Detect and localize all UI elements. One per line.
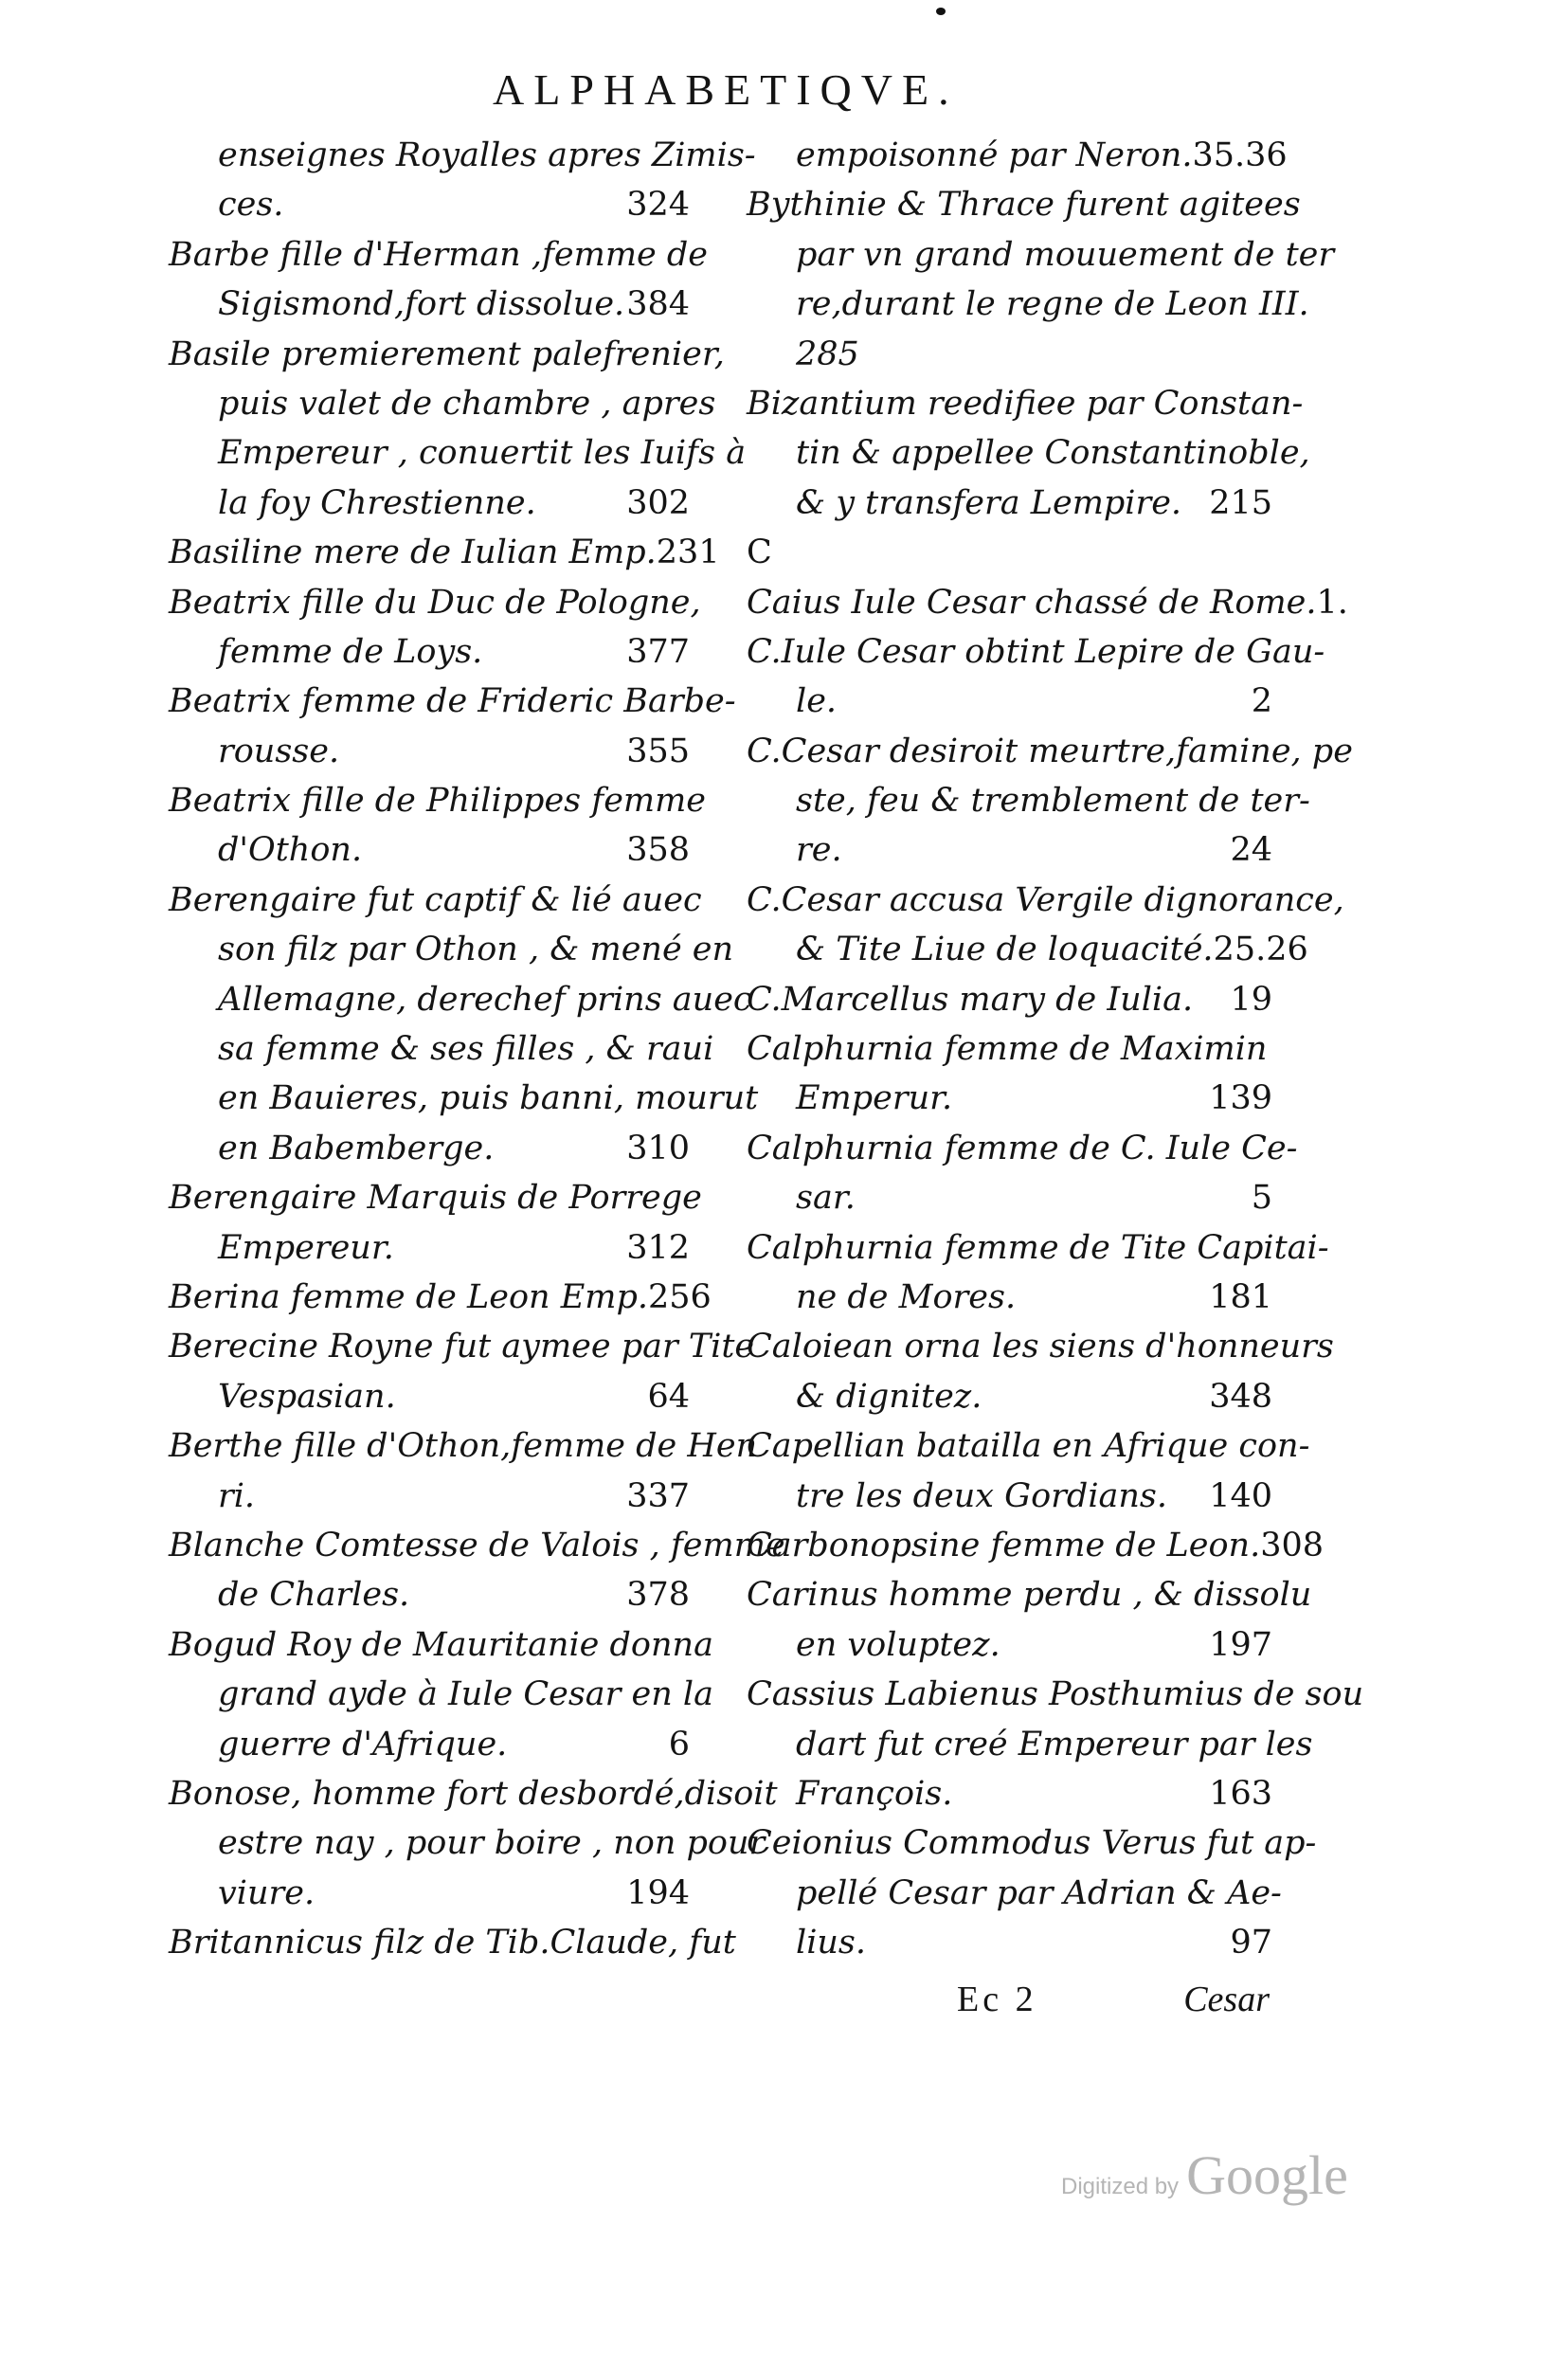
entry-text: re,durant le regne de Leon III. (796, 285, 1309, 324)
index-entry-line (169, 1620, 713, 1670)
entry-text: & Tite Liue de loquacité. (796, 931, 1214, 969)
entry-text: Caloiean orna les siens d'honneurs (747, 1328, 1334, 1366)
index-entry-line (169, 180, 690, 229)
index-entry-line (747, 876, 1344, 925)
page-number: 378 (626, 1576, 690, 1615)
index-entry-line (169, 1273, 712, 1322)
entry-text: Cassius Labienus Posthumius de sou (747, 1675, 1364, 1714)
page-number: 231 (656, 533, 720, 572)
index-entry-line (169, 1024, 714, 1074)
index-entry-line (747, 428, 1310, 478)
index-entry-line (169, 280, 690, 329)
entry-text: ri. (218, 1476, 256, 1515)
page-number: 348 (1209, 1377, 1272, 1416)
entry-text: Sigismond,fort dissolue. (218, 285, 625, 324)
entry-text: dart fut creé Empereur par les (796, 1725, 1313, 1763)
index-entry-line (747, 479, 1272, 528)
index-entry-line (747, 1322, 1334, 1371)
index-entry-line (747, 1273, 1272, 1322)
entry-text: Beatrix femme de Frideric Barbe- (169, 682, 736, 721)
index-entry-line (169, 1472, 690, 1521)
page-number: 312 (626, 1228, 690, 1267)
index-entry-line (169, 1869, 690, 1918)
index-entry-line (169, 1769, 778, 1818)
entry-text: Beatrix fille du Duc de Pologne, (169, 583, 701, 622)
index-entry-line (169, 528, 720, 577)
index-entry-line (169, 1124, 690, 1173)
entry-text: Bythinie & Thrace furent agitees (747, 186, 1301, 225)
page-number: 308 (1260, 1526, 1325, 1564)
index-entry-line (747, 1918, 1272, 1967)
index-entry-line (169, 479, 690, 528)
entry-text: Berthe fille d'Othon,femme de Hen (169, 1427, 758, 1466)
entry-text: enseignes Royalles apres Zimis- (218, 136, 756, 174)
index-entry-line (169, 230, 708, 280)
page-number: 25.26 (1213, 931, 1308, 969)
page-number: 194 (626, 1873, 690, 1912)
entry-text: Blanche Comtesse de Valois , femme (169, 1526, 785, 1564)
entry-text: Berengaire Marquis de Porrege (169, 1179, 702, 1218)
page-number: 35.36 (1192, 136, 1288, 174)
running-head: ALPHABETIQVE. (493, 65, 959, 114)
entry-text: C.Marcellus mary de Iulia. (747, 980, 1194, 1019)
index-entry-line (169, 1570, 690, 1619)
index-entry-line (747, 1472, 1272, 1521)
index-entry-line (747, 825, 1272, 875)
index-entry-line (169, 1322, 755, 1371)
entry-text: Basiline mere de Iulian Emp. (169, 533, 657, 572)
index-entry-line (169, 1521, 785, 1570)
index-entry-line (169, 330, 725, 379)
index-entry-line (747, 677, 1272, 726)
index-entry-line (747, 528, 1272, 577)
page-number: 6 (668, 1725, 690, 1763)
entry-text: Carbonopsine femme de Leon. (747, 1526, 1261, 1564)
index-entry-line (747, 627, 1325, 677)
entry-text: Bonose, homme fort desbordé,disoit (169, 1774, 778, 1813)
digitized-watermark (1061, 2143, 1348, 2207)
page-number: 256 (647, 1277, 712, 1316)
entry-text: grand ayde à Iule Cesar en la (218, 1675, 713, 1714)
entry-text: par vn grand mouuement de ter (796, 235, 1335, 274)
entry-text: puis valet de chambre , apres (218, 384, 716, 423)
entry-text: & y transfera Lempire. (796, 483, 1182, 522)
entry-text: Barbe fille d'Herman ,femme de (169, 235, 708, 274)
index-entry-line (747, 230, 1335, 280)
entry-text: Emperur. (796, 1079, 953, 1118)
index-entry-line (747, 131, 1288, 180)
entry-text: Beatrix fille de Philippes femme (169, 782, 707, 821)
page-number: 310 (626, 1129, 690, 1167)
page-number: 384 (626, 285, 690, 324)
index-entry-line (169, 727, 690, 776)
catchword: Cesar (1183, 1980, 1270, 2019)
index-entry-line (747, 1124, 1298, 1173)
index-entry-line (747, 379, 1304, 428)
entry-text: Vespasian. (218, 1377, 396, 1416)
page-number: 64 (647, 1377, 690, 1416)
index-entry-line (747, 330, 1272, 379)
google-logo: Google (1186, 2144, 1348, 2206)
entry-text: Calphurnia femme de Tite Capitai- (747, 1228, 1329, 1267)
page-number: 302 (626, 483, 690, 522)
page-number: 355 (626, 732, 690, 770)
index-entry-line (747, 1670, 1364, 1719)
entry-text: Empereur , conuertit les Iuifs à (218, 434, 747, 473)
entry-text: C (747, 533, 772, 572)
entry-text: & dignitez. (796, 1377, 982, 1416)
index-entry-line (169, 1223, 690, 1273)
index-entry-line (747, 1521, 1325, 1570)
index-entry-line (747, 727, 1353, 776)
page-number: 324 (626, 186, 690, 225)
index-entry-line (747, 925, 1308, 974)
entry-text: guerre d'Afrique. (218, 1725, 508, 1763)
entry-text: ne de Mores. (796, 1277, 1017, 1316)
entry-text: sa femme & ses filles , & raui (218, 1030, 714, 1069)
index-entry-line (169, 1173, 702, 1222)
entry-text: Basile premierement palefrenier, (169, 335, 725, 373)
index-entry-line (747, 1769, 1272, 1818)
index-entry-line (169, 627, 690, 677)
entry-text: la foy Chrestienne. (218, 483, 536, 522)
entry-text: François. (796, 1774, 953, 1813)
entry-text: Bizantium reedifiee par Constan- (747, 384, 1304, 423)
index-entry-line (169, 131, 756, 180)
printer-mark (936, 8, 946, 15)
index-entry-line (747, 1421, 1310, 1471)
entry-text: estre nay , pour boire , non pour (218, 1824, 766, 1863)
entry-text: Berecine Royne fut aymee par Tite (169, 1328, 755, 1366)
page-number: 337 (626, 1476, 690, 1515)
page-number: 197 (1209, 1625, 1272, 1664)
page-number: 215 (1209, 483, 1272, 522)
entry-text: viure. (218, 1873, 315, 1912)
index-entry-line (747, 1173, 1272, 1222)
watermark-prefix: Digitized by (1061, 2174, 1180, 2199)
index-entry-line (169, 1670, 713, 1719)
index-entry-line (747, 1372, 1272, 1421)
entry-text: ces. (218, 186, 284, 225)
index-column-right (747, 131, 1364, 1967)
signature-mark: Ec 2 (957, 1980, 1037, 2019)
index-entry-line (169, 825, 690, 875)
index-entry-line (747, 975, 1272, 1024)
entry-text: Caius Iule Cesar chassé de Rome. (747, 583, 1317, 622)
entry-text: Berina femme de Leon Emp. (169, 1277, 648, 1316)
entry-text: Calphurnia femme de C. Iule Ce- (747, 1129, 1298, 1167)
entry-text: re. (796, 831, 842, 870)
index-entry-line (169, 975, 752, 1024)
entry-text: Bogud Roy de Mauritanie donna (169, 1625, 713, 1664)
index-entry-line (747, 180, 1301, 229)
entry-text: en Babemberge. (218, 1129, 495, 1167)
entry-text: Berengaire fut captif & lié auec (169, 880, 702, 919)
entry-text: C.Cesar desiroit meurtre,famine, pe (747, 732, 1353, 770)
entry-text: lius. (796, 1924, 867, 1962)
entry-text: C.Iule Cesar obtint Lepire de Gau- (747, 632, 1325, 671)
page-footer (957, 1979, 1270, 2020)
entry-text: pellé Cesar par Adrian & Ae- (796, 1873, 1282, 1912)
entry-text: sar. (796, 1179, 856, 1218)
entry-text: Calphurnia femme de Maximin (747, 1030, 1268, 1069)
index-entry-line (169, 1421, 758, 1471)
index-entry-line (747, 1570, 1312, 1619)
index-entry-line (169, 925, 734, 974)
entry-text: empoisonné par Neron. (796, 136, 1193, 174)
index-entry-line (169, 1818, 766, 1868)
index-entry-line (747, 280, 1309, 329)
entry-text: 285 (796, 335, 859, 373)
index-entry-line (169, 1372, 690, 1421)
page-number: 2 (1251, 682, 1272, 721)
index-entry-line (169, 1074, 759, 1123)
entry-text: Carinus homme perdu , & dissolu (747, 1576, 1312, 1615)
entry-text: en voluptez. (796, 1625, 1000, 1664)
entry-text: femme de Loys. (218, 632, 483, 671)
entry-text: le. (796, 682, 838, 721)
index-entry-line (747, 578, 1348, 627)
page-number: 97 (1230, 1924, 1272, 1962)
index-entry-line (169, 1720, 690, 1769)
entry-text: Ceionius Commodus Verus fut ap- (747, 1824, 1317, 1863)
index-entry-line (169, 379, 716, 428)
entry-text: Britannicus filz de Tib.Claude, fut (169, 1924, 736, 1962)
page-number: 377 (626, 632, 690, 671)
index-entry-line (747, 1818, 1317, 1868)
entry-text: Allemagne, derechef prins auec (218, 980, 752, 1019)
page-number: 5 (1251, 1179, 1272, 1218)
page-number: 1. (1316, 583, 1348, 622)
index-entry-line (747, 1223, 1329, 1273)
entry-text: de Charles. (218, 1576, 410, 1615)
index-entry-line (169, 677, 736, 726)
index-entry-line (747, 1620, 1272, 1670)
entry-text: C.Cesar accusa Vergile dignorance, (747, 880, 1344, 919)
page-number: 358 (626, 831, 690, 870)
page-number: 19 (1230, 980, 1272, 1019)
entry-text: Capellian batailla en Afrique con- (747, 1427, 1310, 1466)
entry-text: tin & appellee Constantinoble, (796, 434, 1310, 473)
entry-text: d'Othon. (218, 831, 363, 870)
index-entry-line (747, 1869, 1282, 1918)
entry-text: en Bauieres, puis banni, mourut (218, 1079, 759, 1118)
page-number: 24 (1230, 831, 1272, 870)
index-entry-line (747, 1074, 1272, 1123)
index-entry-line (747, 1024, 1272, 1074)
entry-text: son filz par Othon , & mené en (218, 931, 734, 969)
page-number: 163 (1209, 1774, 1272, 1813)
page-number: 181 (1209, 1277, 1272, 1316)
index-entry-line (169, 876, 702, 925)
index-entry-line (169, 428, 747, 478)
index-entry-line (747, 776, 1310, 825)
index-column-left (169, 131, 785, 1967)
entry-text: ste, feu & tremblement de ter- (796, 782, 1310, 821)
index-entry-line (747, 1720, 1313, 1769)
index-entry-line (169, 1918, 736, 1967)
page-number: 139 (1209, 1079, 1272, 1118)
page-number: 140 (1209, 1476, 1272, 1515)
entry-text: rousse. (218, 732, 340, 770)
index-entry-line (169, 578, 701, 627)
entry-text: tre les deux Gordians. (796, 1476, 1168, 1515)
entry-text: Empereur. (218, 1228, 394, 1267)
index-entry-line (169, 776, 707, 825)
